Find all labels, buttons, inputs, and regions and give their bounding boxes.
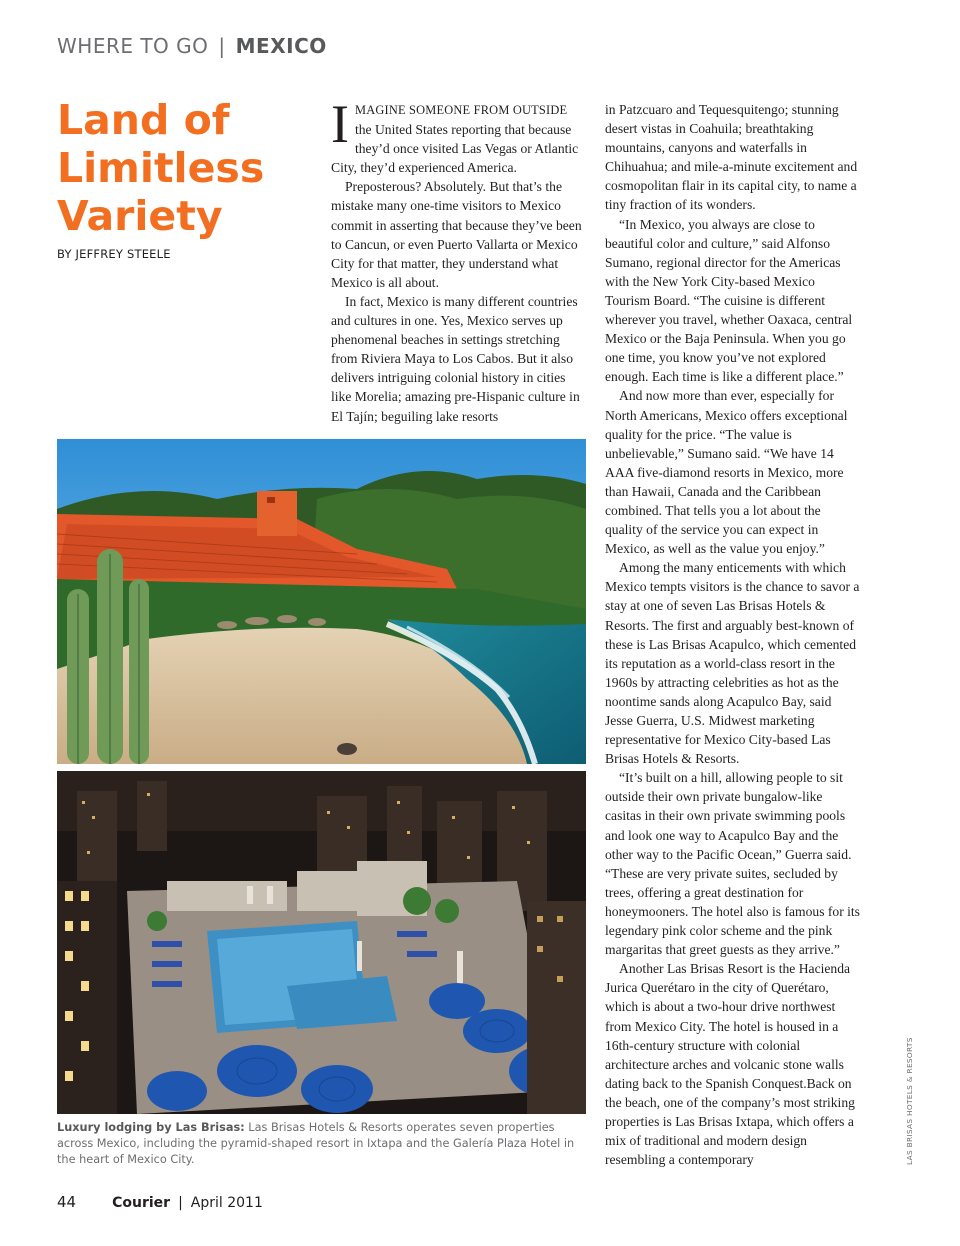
body-paragraph: Among the many enticements with which Mexico tempts visitors is the chance to savor a stay at one of seven Las Brisas Hotels & Resorts. The first and arguably best-known of these is Las Brisas Acapulco, which cemented its reputation as a world-class resort in the 1960s by attracting celebrities as hot as the noontime sands along Acapulco Bay, said Jesse Guerra, U.S. Midwest marketing representative for Mexico City-based Las Brisas Hotels & Resorts. xyxy=(605,560,860,767)
body-paragraph-continued: in Patzcuaro and Tequesquitengo; stunning desert vistas in Coahuila; breathtaking mountains, canyons and waterfalls in Chihuahua; and mile-a-minute excitement and cosmopolitan flair in its capital city, to name a tiny fraction of its wonders. xyxy=(605,102,858,213)
drop-cap: I xyxy=(331,94,349,154)
photo-caption xyxy=(57,1120,587,1168)
galeria-plaza-pool-photo xyxy=(57,771,586,1114)
caption-title: Luxury lodging by Las Brisas: xyxy=(57,1121,245,1134)
body-paragraph: Another Las Brisas Resort is the Hacienda Jurica Querétaro in the city of Querétaro, which is about a two-hour drive northwest from Mexico City. The hotel is housed in a 16th-century structure with colonial architecture arches and volcanic stone walls dating back to the Spanish Conquest.Back on the beach, one of the company’s most striking properties is Las Brisas Ixtapa, which offers a mix of traditional and modern design resembling a contemporary xyxy=(605,961,855,1168)
byline: BY JEFFREY STEELE xyxy=(57,247,171,261)
headline-line-2: Limitless xyxy=(57,144,265,192)
photo-credit: LAS BRISAS HOTELS & RESORTS xyxy=(905,1037,914,1165)
headline-line-1: Land of xyxy=(57,96,230,144)
page-footer xyxy=(57,1193,457,1211)
lead-rest: the United States reporting that because they’d once visited Las Vegas or Atlantic City, they’d experienced America. xyxy=(331,122,579,176)
ixtapa-resort-photo xyxy=(57,439,586,764)
lead-paragraph xyxy=(331,94,587,177)
section-label: WHERE TO GO xyxy=(57,34,209,58)
article-column-2 xyxy=(605,100,861,1169)
caption-text: Las Brisas Hotels & Resorts operates seven properties across Mexico, including the pyramid-shaped resort in Ixtapa and the Galería Plaza Hotel in the heart of Mexico City. xyxy=(57,1121,575,1166)
article-headline xyxy=(57,96,307,240)
body-paragraph: “In Mexico, you always are close to beautiful color and culture,” said Alfonso Sumano, regional director for the Americas with the New York City-based Mexico Tourism Board. “The cuisine is different wherever you travel, whether Oaxaca, central Mexico or the Baja Peninsula. When you go one time, you know you’ve not explored enough. Each time is like a different place.” xyxy=(605,216,853,385)
publication-name: Courier xyxy=(112,1195,171,1211)
section-header xyxy=(57,34,327,58)
section-country: MEXICO xyxy=(235,34,327,58)
body-paragraph: And now more than ever, especially for North Americans, Mexico offers exceptional quality for the price. “The value is unbelievable,” Sumano said. “We have 14 AAA five-diamond resorts in Mexico, more than Hawaii, Canada and the Caribbean combined. That tells you a lot about the quality of the service you can expect in Mexico, as well as the value you enjoy.” xyxy=(605,388,848,557)
footer-separator: | xyxy=(178,1195,183,1211)
headline-line-3: Variety xyxy=(57,192,223,240)
body-paragraph: In fact, Mexico is many different countries and cultures in one. Yes, Mexico serves up phenomenal beaches in settings stretching from Riviera Maya to Los Cabos. But it also delivers intriguing colonial history in cities like Morelia; amazing pre-Hispanic culture in El Tajín; beguiling lake resorts xyxy=(331,293,580,424)
body-paragraph: Preposterous? Absolutely. But that’s the mistake many one-time visitors to Mexico commit in asserting that because they’ve been to Cancun, or even Puerto Vallarta or Mexico City for that matter, they understand what Mexico is all about. xyxy=(331,179,582,290)
issue-date: April 2011 xyxy=(190,1195,263,1211)
page-number: 44 xyxy=(57,1193,77,1211)
body-paragraph: “It’s built on a hill, allowing people to sit outside their own private bungalow-like casitas in their own private swimming pools and look one way to Acapulco Bay and the other way to the Pacific Ocean,” Guerra said. “These are very private suites, secluded by trees, offering a great destination for honeymooners. The hotel also is famous for its legendary pink color scheme and the pink margaritas that greet guests as they arrive.” xyxy=(605,770,860,958)
section-separator: | xyxy=(218,34,226,58)
lead-caps: MAGINE SOMEONE FROM OUTSIDE xyxy=(354,103,568,117)
article-column-1 xyxy=(331,94,587,426)
